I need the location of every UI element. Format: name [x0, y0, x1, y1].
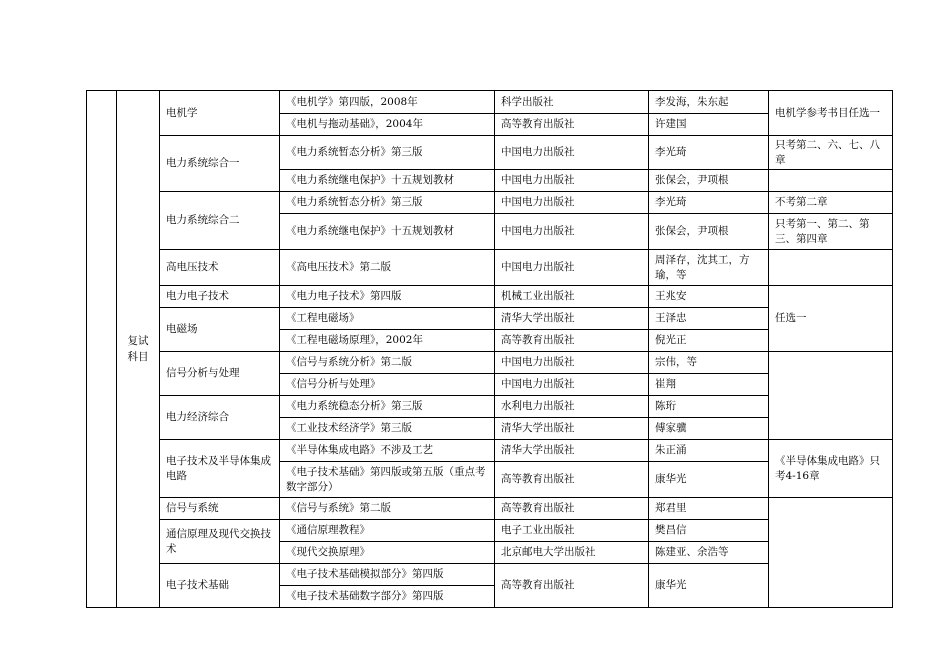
author-cell: 周泽存，沈其工，方瑜，等	[649, 250, 769, 286]
publisher-cell: 高等教育出版社	[495, 462, 649, 498]
subject-cell: 电力系统综合二	[160, 192, 280, 250]
publisher-cell: 中国电力出版社	[495, 352, 649, 374]
publisher-cell: 电子工业出版社	[495, 520, 649, 542]
book-cell: 《电子技术基础数字部分》第四版	[280, 586, 495, 608]
publisher-cell: 高等教育出版社	[495, 114, 649, 136]
book-cell: 《电力系统稳态分析》第三版	[280, 396, 495, 418]
section-cell-left	[87, 91, 117, 608]
book-cell: 《电机学》第四版，2008年	[280, 91, 495, 114]
publisher-cell: 北京邮电大学出版社	[495, 542, 649, 564]
book-cell: 《电力系统继电保护》十五规划教材	[280, 170, 495, 192]
author-cell: 倪光正	[649, 330, 769, 352]
author-cell: 郑君里	[649, 498, 769, 520]
author-cell: 王兆安	[649, 286, 769, 308]
publisher-cell: 中国电力出版社	[495, 136, 649, 170]
subject-cell: 电子技术及半导体集成电路	[160, 440, 280, 498]
author-cell: 张保会，尹项根	[649, 214, 769, 250]
subject-cell: 电磁场	[160, 308, 280, 352]
author-cell: 康华光	[649, 564, 769, 608]
publisher-cell: 清华大学出版社	[495, 418, 649, 440]
publisher-cell: 高等教育出版社	[495, 330, 649, 352]
note-cell-empty	[769, 352, 893, 440]
note-cell: 不考第二章	[769, 192, 893, 214]
reference-book-table	[86, 90, 893, 608]
subject-cell: 高电压技术	[160, 250, 280, 286]
publisher-cell: 中国电力出版社	[495, 214, 649, 250]
author-cell: 朱正涌	[649, 440, 769, 462]
publisher-cell: 机械工业出版社	[495, 286, 649, 308]
publisher-cell: 科学出版社	[495, 91, 649, 114]
section-label: 复试科目	[127, 335, 149, 363]
book-cell: 《信号分析与处理》	[280, 374, 495, 396]
section-label-cell	[117, 91, 160, 608]
author-cell: 李光琦	[649, 192, 769, 214]
note-cell	[769, 250, 893, 286]
author-cell: 张保会，尹项根	[649, 170, 769, 192]
book-cell: 《工程电磁场原理》，2002年	[280, 330, 495, 352]
subject-cell: 通信原理及现代交换技术	[160, 520, 280, 564]
publisher-cell: 中国电力出版社	[495, 250, 649, 286]
subject-cell: 电力系统综合一	[160, 136, 280, 192]
note-cell: 任选一	[769, 286, 893, 352]
author-cell: 康华光	[649, 462, 769, 498]
book-cell: 《高电压技术》第二版	[280, 250, 495, 286]
publisher-cell: 高等教育出版社	[495, 564, 649, 608]
publisher-cell: 中国电力出版社	[495, 374, 649, 396]
book-cell: 《电机与拖动基础》，2004年	[280, 114, 495, 136]
book-cell: 《通信原理教程》	[280, 520, 495, 542]
publisher-cell: 水利电力出版社	[495, 396, 649, 418]
author-cell: 李发海，朱东起	[649, 91, 769, 114]
book-cell: 《信号与系统分析》第二版	[280, 352, 495, 374]
subject-cell: 电机学	[160, 91, 280, 136]
book-cell: 《信号与系统》第二版	[280, 498, 495, 520]
subject-cell: 电力电子技术	[160, 286, 280, 308]
note-cell	[769, 170, 893, 192]
author-cell: 傅家骥	[649, 418, 769, 440]
subject-cell: 电子技术基础	[160, 564, 280, 608]
publisher-cell: 中国电力出版社	[495, 170, 649, 192]
author-cell: 陈建亚、余浩等	[649, 542, 769, 564]
author-cell: 崔翔	[649, 374, 769, 396]
publisher-cell: 高等教育出版社	[495, 498, 649, 520]
note-cell: 只考第二、六、七、八章	[769, 136, 893, 170]
book-cell: 《电子技术基础模拟部分》第四版	[280, 564, 495, 586]
author-cell: 樊昌信	[649, 520, 769, 542]
book-cell: 《电子技术基础》第四版或第五版（重点考数字部分）	[280, 462, 495, 498]
book-cell: 《电力系统暂态分析》第三版	[280, 192, 495, 214]
book-cell: 《电力系统暂态分析》第三版	[280, 136, 495, 170]
note-cell	[769, 498, 893, 608]
book-cell: 《半导体集成电路》不涉及工艺	[280, 440, 495, 462]
subject-cell: 电力经济综合	[160, 396, 280, 440]
subject-cell: 信号分析与处理	[160, 352, 280, 396]
author-cell: 王泽忠	[649, 308, 769, 330]
note-cell: 电机学参考书目任选一	[769, 91, 893, 136]
book-cell: 《工程电磁场》	[280, 308, 495, 330]
subject-cell: 信号与系统	[160, 498, 280, 520]
note-cell: 只考第一、第二、第三、第四章	[769, 214, 893, 250]
book-cell: 《工业技术经济学》第三版	[280, 418, 495, 440]
book-cell: 《现代交换原理》	[280, 542, 495, 564]
publisher-cell: 清华大学出版社	[495, 440, 649, 462]
author-cell: 李光琦	[649, 136, 769, 170]
author-cell: 陈珩	[649, 396, 769, 418]
author-cell: 宗伟，等	[649, 352, 769, 374]
book-cell: 《电力电子技术》第四版	[280, 286, 495, 308]
note-cell: 《半导体集成电路》只考4-16章	[769, 440, 893, 498]
publisher-cell: 清华大学出版社	[495, 308, 649, 330]
publisher-cell: 中国电力出版社	[495, 192, 649, 214]
book-cell: 《电力系统继电保护》十五规划教材	[280, 214, 495, 250]
author-cell: 许建国	[649, 114, 769, 136]
